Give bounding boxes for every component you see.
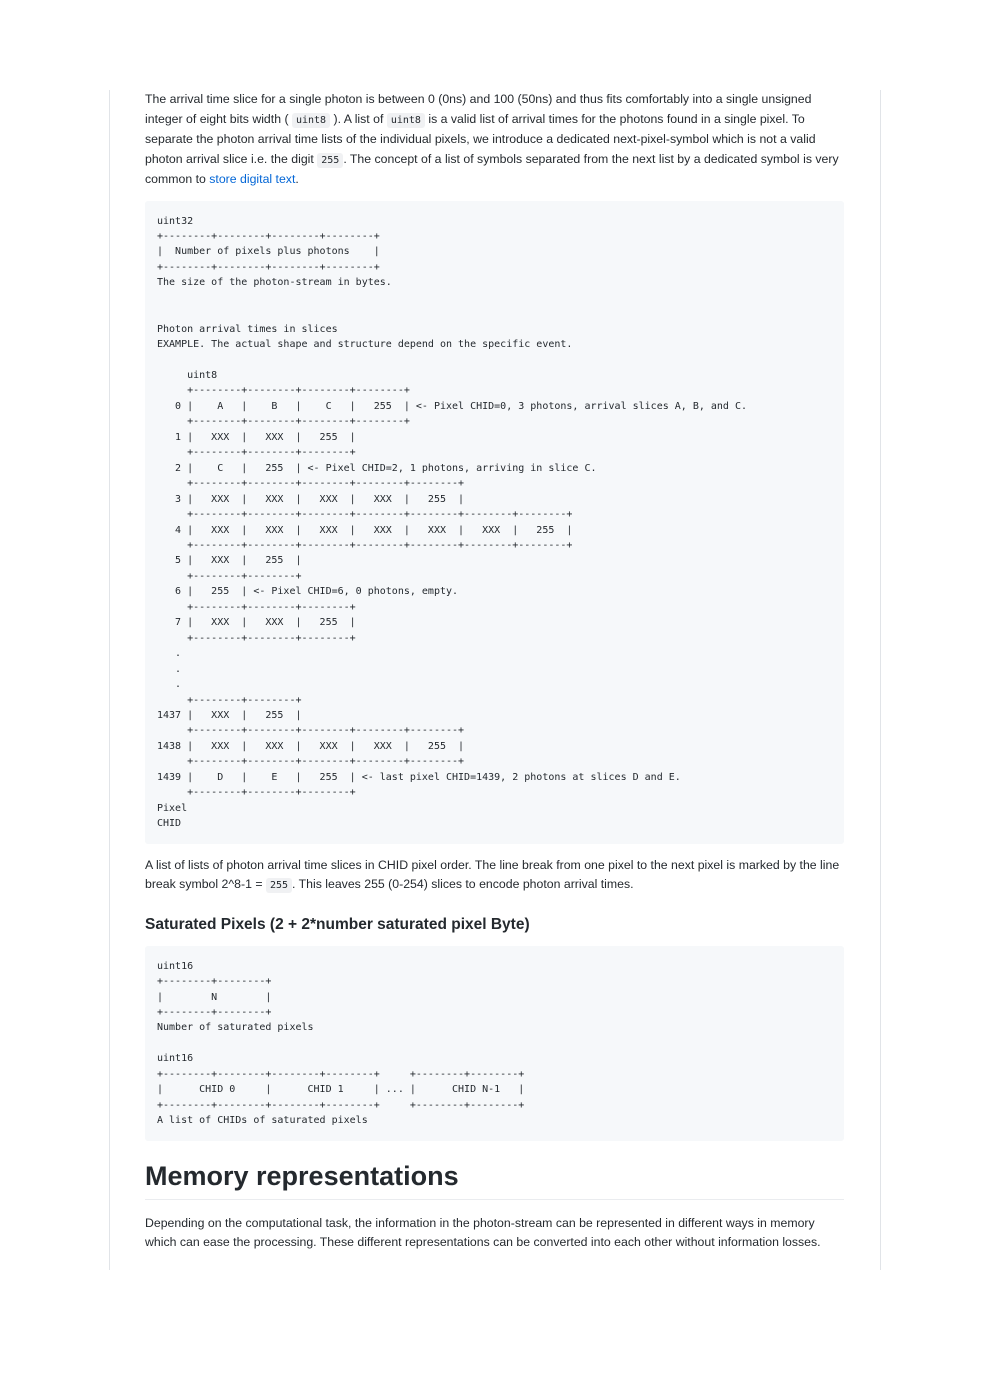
- saturated-pixels-code-block: uint16 +--------+--------+ | N | +--------+--------+ Number of saturated pixels uint16 +--------+--------+--------+--------+ +--------+--------+ | CHID 0 | CHID 1 | ... | CHID N-1 | +--------+--------+--------+--------+ +--------+--------+ A list of CHIDs of saturated pixels: [145, 946, 844, 1141]
- memory-representations-heading: Memory representations: [145, 1159, 844, 1200]
- inline-code-uint8-list: uint8: [387, 113, 425, 128]
- photon-stream-code-block: uint32 +--------+--------+--------+--------+ | Number of pixels plus photons | +--------+--------+--------+--------+ The size of the photon-stream in bytes. Photon arrival times in slices EXAMPLE. The actual shape and structure depend on the specific event. uint8 +--------+--------+--------+--------+ 0 | A | B | C | 255 | <- Pixel CHID=0, 3 photons, arrival slices A, B, and C. +--------+--------+--------+--------+ 1 | XXX | XXX | 255 | +--------+--------+--------+ 2 | C | 255 | <- Pixel CHID=2, 1 photons, arriving in slice C. +--------+--------+--------+--------+--------+ 3 | XXX | XXX | XXX | XXX | 255 | +--------+--------+--------+--------+--------+--------+--------+ 4 | XXX | XXX | XXX | XXX | XXX | XXX | 255 | +--------+--------+--------+--------+--------+--------+--------+ 5 | XXX | 255 | +--------+--------+ 6 | 255 | <- Pixel CHID=6, 0 photons, empty. +--------+--------+--------+ 7 | XXX | XXX | 255 | +--------+--------+--------+ . . . +--------+--------+ 1437 | XXX | 255 | +--------+--------+--------+--------+--------+ 1438 | XXX | XXX | XXX | XXX | 255 | +--------+--------+--------+--------+--------+ 1439 | D | E | 255 | <- last pixel CHID=1439, 2 photons at slices D and E. +--------+--------+--------+ Pixel CHID: [145, 201, 844, 844]
- intro-text-5: .: [295, 172, 299, 186]
- document-body: [145, 90, 844, 1253]
- intro-paragraph: [145, 90, 844, 190]
- inline-code-255: 255: [317, 153, 343, 168]
- after-block-text-1: A list of lists of photon arrival time slices in CHID pixel order. The line break from one pixel to the next pixel is marked by the line break symbol 2^8-1 =: [145, 857, 840, 892]
- after-block-text-2: . This leaves 255 (0-254) slices to encode photon arrival times.: [292, 877, 634, 892]
- intro-text-2: ). A list of: [333, 111, 387, 126]
- intro-text-3: is a valid list of arrival times for the photons found in a single pixel. To separate the photon arrival time lists of the individual pixels, we introduce a dedicated next-pixel-symbol which is not a valid photon arrival slice i.e. the digit: [145, 111, 816, 166]
- intro-text-1: The arrival time slice for a single photon is between 0 (0ns) and 100 (50ns) and thus fits comfortably into a single unsigned integer of eight bits width (: [145, 92, 812, 126]
- memory-paragraph: Depending on the computational task, the information in the photon-stream can be represented in different ways in memory which can ease the processing. These different representations can be converted into each other without information losses.: [145, 1215, 821, 1250]
- intro-text-4: . The concept of a list of symbols separated from the next list by a dedicated symbol is very common to: [145, 151, 839, 186]
- inline-code-255-break: 255: [266, 878, 292, 893]
- inline-code-uint8: uint8: [292, 113, 330, 128]
- saturated-pixels-heading: Saturated Pixels (2 + 2*number saturated pixel Byte): [145, 915, 530, 933]
- line-break-paragraph: [145, 856, 844, 896]
- store-digital-text-link[interactable]: store digital text: [209, 172, 296, 186]
